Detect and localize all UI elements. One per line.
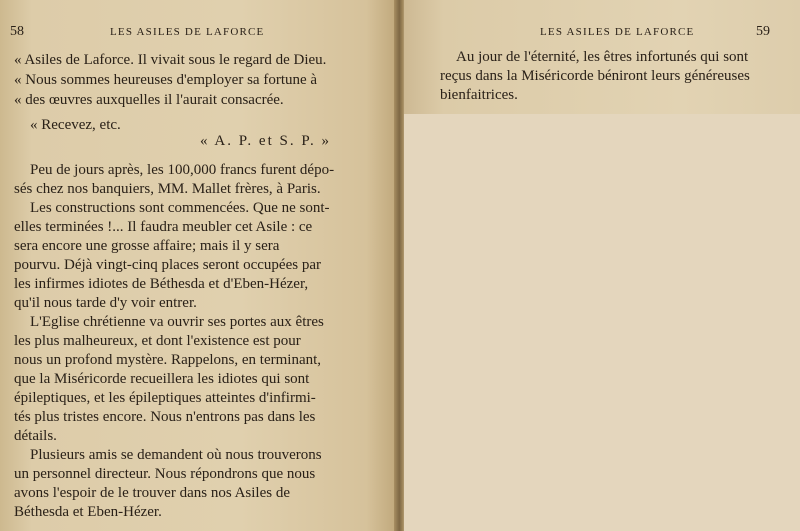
body-line-3: Les constructions sont commencées. Que ne sont- <box>30 200 330 216</box>
body-line-17: un personnel directeur. Nous répondrons que nous <box>14 466 316 482</box>
body-line-14: tés plus tristes encore. Nous n'entrons pas dans les <box>14 409 316 425</box>
body-line-16: Plusieurs amis se demandent où nous trouverons <box>30 447 322 463</box>
closing-line: « Recevez, etc. <box>30 117 121 133</box>
body-line-6: pourvu. Déjà vingt-cinq places seront occupées par <box>14 257 321 273</box>
body-line-10: les plus malheureux, et dont l'existence est pour <box>14 333 301 349</box>
quote-line-3: « des œuvres auxquelles il l'aurait consacrée. <box>14 92 284 108</box>
body-line-7: les infirmes idiotes de Béthesda et d'Eben-Hézer, <box>14 276 309 292</box>
body-line-19: Béthesda et Eben-Hézer. <box>14 504 162 520</box>
body-line-13: épileptiques, et les épileptiques atteintes d'infirmi- <box>14 390 316 406</box>
quote-line-2: « Nous sommes heureuses d'employer sa fortune à <box>14 72 318 88</box>
right-body-line-2: reçus dans la Miséricorde béniront leurs généreuses <box>440 68 750 84</box>
body-line-8: qu'il nous tarde d'y voir entrer. <box>14 295 197 311</box>
signature: « A. P. et S. P. » <box>200 133 332 149</box>
right-body-line-3: bienfaitrices. <box>440 87 518 103</box>
body-line-9: L'Eglise chrétienne va ouvrir ses portes aux êtres <box>30 314 324 330</box>
quote-line-1: « Asiles de Laforce. Il vivait sous le regard de Dieu. <box>14 52 327 68</box>
body-line-12: que la Miséricorde recueillera les idiotes qui sont <box>14 371 310 387</box>
body-line-15: détails. <box>14 428 57 444</box>
body-line-11: nous un profond mystère. Rappelons, en terminant, <box>14 352 322 368</box>
right-body-line-1: Au jour de l'éternité, les êtres infortunés qui sont <box>456 49 749 65</box>
left-running-head: LES ASILES DE LAFORCE <box>110 26 265 38</box>
blank-page-area <box>404 114 800 531</box>
left-page-number: 58 <box>10 24 24 39</box>
right-running-head: LES ASILES DE LAFORCE <box>540 26 695 38</box>
left-page <box>0 0 398 531</box>
body-line-4: elles terminées !... Il faudra meubler cet Asile : ce <box>14 219 313 235</box>
right-page-number: 59 <box>756 24 770 39</box>
body-line-2: sés chez nos banquiers, MM. Mallet frères, à Paris. <box>14 181 321 197</box>
body-line-5: sera encore une grosse affaire; mais il y sera <box>14 238 280 254</box>
body-line-18: avons l'espoir de le trouver dans nos Asiles de <box>14 485 290 501</box>
body-line-1: Peu de jours après, les 100,000 francs furent dépo- <box>30 162 335 178</box>
